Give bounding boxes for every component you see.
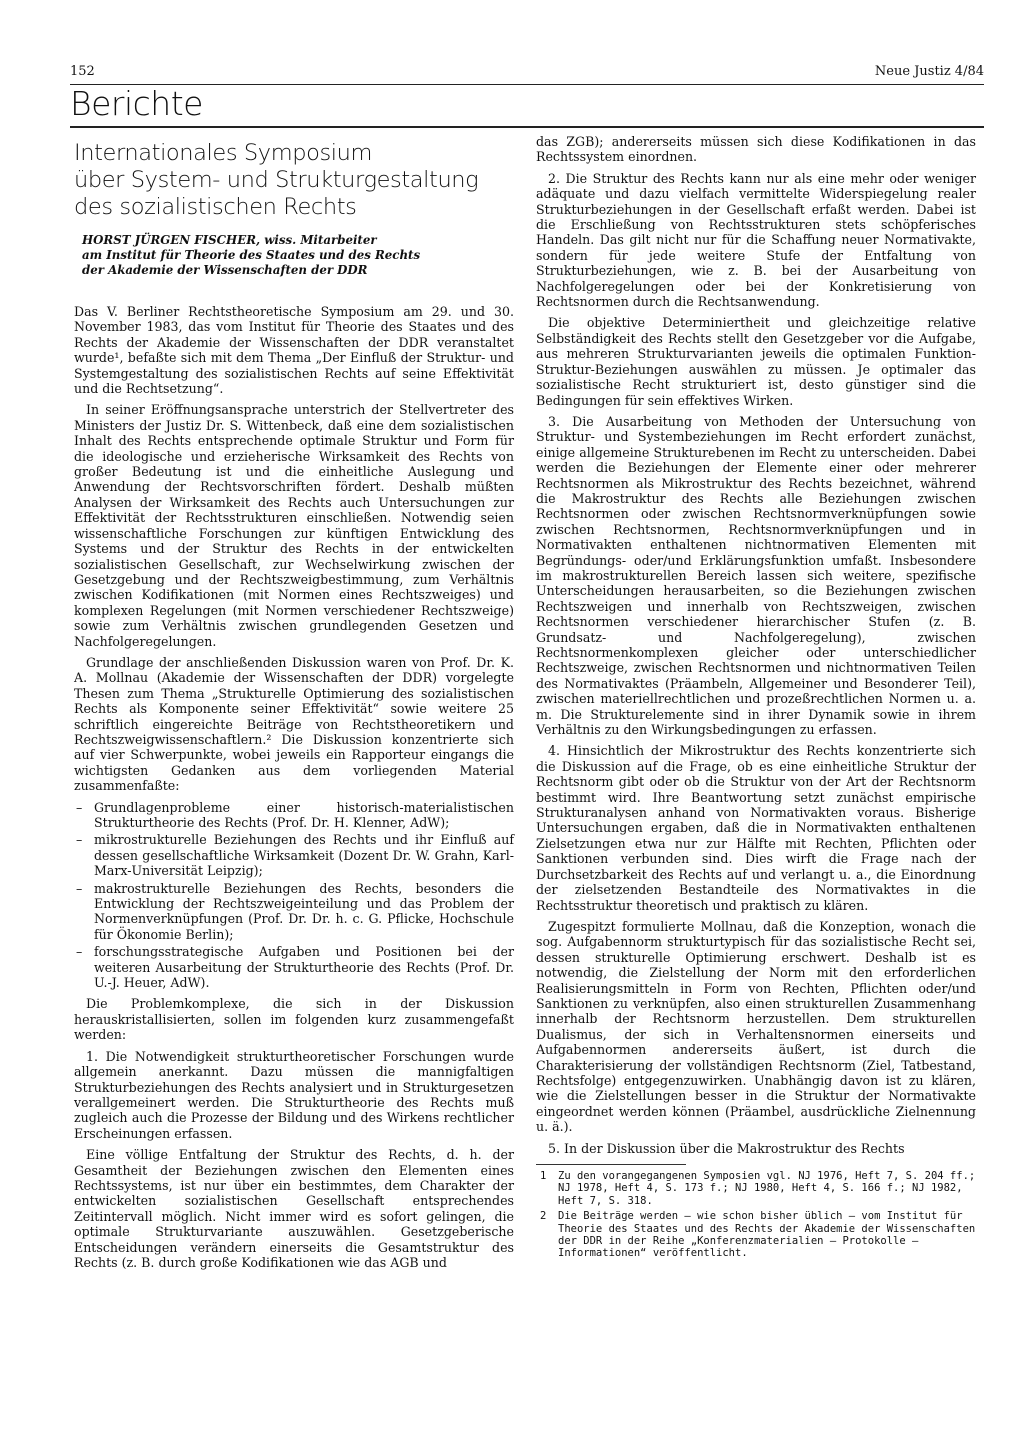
page-header <box>70 58 984 85</box>
paragraph: 5. In der Diskussion über die Makrostruktur des Rechts <box>548 1140 905 1156</box>
journal-issue: Neue Justiz 4/84 <box>874 64 984 79</box>
byline <box>82 233 514 278</box>
footnote <box>536 1170 976 1207</box>
topic-list <box>74 800 514 991</box>
paragraph: das ZGB); andererseits müssen sich diese Kodifikationen in das Rechtssystem einordnen. <box>536 134 976 165</box>
byline-line: der Akademie der Wissenschaften der DDR <box>82 263 368 277</box>
title-line: über System- und Strukturgestaltung <box>74 167 479 193</box>
footnote-text: Die Beiträge werden – wie schon bisher üblich – vom Institut für Theorie des Staates und des Rechts der Akademie der Wissenschaften der DDR in der Reihe „Konferenzmaterialien – Protokolle – Informationen“ veröffentlicht. <box>558 1210 976 1260</box>
right-column <box>536 134 976 1263</box>
paragraph: Grundlage der anschließenden Diskussion waren von Prof. Dr. K. A. Mollnau (Akademie der Wissenschaften der DDR) vorgelegte Thesen zum Thema „Strukturelle Optimierung des sozialistischen Rechts als Komponente seiner Effektivität“ sowie weitere 25 schriftlich eingereichte Beiträge von Rechtstheoretikern und Rechtszweigwissenschaftlern.² Die Diskussion konzentrierte sich auf vier Schwerpunkte, wobei jeweils ein Rapporteur eingangs die wichtigsten Gedanken aus dem vorliegenden Material zusammenfaßte: <box>74 654 514 794</box>
footnote-text: Zu den vorangegangenen Symposien vgl. NJ 1976, Heft 7, S. 204 ff.; NJ 1978, Heft 4, S. 173 f.; NJ 1980, Heft 4, S. 166 f.; NJ 1982, Heft 7, S. 318. <box>558 1170 976 1207</box>
paragraph: Zugespitzt formulierte Mollnau, daß die Konzeption, wonach die sog. Aufgabennorm strukturtypisch für das sozialistische Recht sei, dessen strukturelle Optimierung erschwert. Deshalb ist es notwendig, die Zielstellung der Norm mit den erforderlichen Realisierungsmitteln in Form von Rechten, Pflichten oder/und Sanktionen zu verknüpfen, also einen strukturellen Zusammenhang innerhalb der Rechtsnorm herzustellen. Dem strukturellen Dualismus, der sich in Verhaltensnormen einerseits und Aufgabennormen andererseits äußert, ist durch die Charakterisierung der vollständigen Rechtsnorm (Ziel, Tatbestand, Rechtsfolge) entgegenzuwirken. Unabhängig davon ist zu klären, wie die Zielstellungen besser in die Struktur der Normativakte eingeordnet werden können (Präambel, ausdrückliche Zielnennung u. ä.). <box>536 918 976 1135</box>
footnote-number: 1 <box>540 1170 547 1182</box>
footnotes <box>536 1170 976 1260</box>
byline-line: HORST JÜRGEN FISCHER, wiss. Mitarbeiter <box>82 233 377 247</box>
paragraph: Eine völlige Entfaltung der Struktur des Rechts, d. h. der Gesamtheit der Beziehungen zwischen den Elementen eines Rechtssystems, ist nur über ein bestimmtes, dem Charakter der entwickelten sozialistischen Gesellschaft entsprechendes Zeitintervall möglich. Nicht immer wird es sofort gelingen, die optimale Strukturvariante auszuwählen. Gesetzgeberische Entscheidungen verändern einerseits die Gesamtstruktur des Rechts (z. B. durch große Kodifikationen wie das AGB und <box>74 1147 514 1270</box>
list-item: – mikrostrukturelle Beziehungen des Rechts und ihr Einfluß auf dessen gesellschaftliche Wirksamkeit (Dozent Dr. W. Grahn, Karl-Marx-Universität Leipzig); <box>74 832 514 878</box>
section-rule <box>70 126 984 128</box>
section-title: Berichte <box>70 84 203 123</box>
paragraph: Die objektive Determiniertheit und gleichzeitige relative Selbständigkeit des Rechts stellt den Gesetzgeber vor die Aufgabe, aus mehreren Strukturvarianten jeweils die optimalen Funktion-Struktur-Beziehungen auswählen zu müssen. Je optimaler das sozialistische Recht strukturiert ist, desto günstiger sind die Bedingungen für sein effektives Wirken. <box>536 315 976 408</box>
footnote-number: 2 <box>540 1210 547 1223</box>
paragraph: Die Problemkomplexe, die sich in der Diskussion herauskristallisierten, sollen im folgenden kurz zusammengefaßt werden: <box>74 996 514 1043</box>
paragraph: 4. Hinsichtlich der Mikrostruktur des Rechts konzentrierte sich die Diskussion auf die Frage, ob es eine einheitliche Struktur der Rechtsnorm gibt oder ob die Struktur von der Art der Rechtsnorm bestimmt wird. Ihre Beantwortung setzt zunächst empirische Strukturanalysen anhand von Normativakten voraus. Bisherige Untersuchungen ergaben, daß die in Normativakten enthaltenen Zielsetzungen etwa nur zur Hälfte mit Rechten, Pflichten oder Sanktionen verbunden sind. Dies wirft die Frage nach der Durchsetzbarkeit des Rechts auf und verlangt u. a., die Einordnung der zielsetzenden Bestandteile des Normativaktes in die Rechtsstruktur theoretisch und praktisch zu klären. <box>536 743 976 913</box>
paragraph: 2. Die Struktur des Rechts kann nur als eine mehr oder weniger adäquate und dazu vielfach vermittelte Widerspiegelung realer Strukturbeziehungen in der Gesellschaft erfaßt werden. Dabei ist die Erschließung von Rechtsstrukturen stets schöpferisches Handeln. Das gilt nicht nur für die Schaffung neuer Normativakte, sondern für jede weitere Stufe der Entfaltung von Strukturbeziehungen, wie z. B. bei der Ausarbeitung von Nachfolgeregelungen oder bei der Konkretisierung von Rechtsnormen durch die Rechtsanwendung. <box>536 170 976 310</box>
title-line: des sozialistischen Rechts <box>74 194 357 220</box>
byline-line: am Institut für Theorie des Staates und des Rechts <box>82 248 421 262</box>
left-column <box>74 138 514 1276</box>
article-title <box>74 140 514 221</box>
list-item: – forschungsstrategische Aufgaben und Positionen bei der weiteren Ausarbeitung der Strukturtheorie des Rechts (Prof. Dr. U.-J. Heuer, AdW). <box>74 944 514 990</box>
paragraph: 3. Die Ausarbeitung von Methoden der Untersuchung von Struktur- und Systembeziehungen im Recht erfordert zunächst, einige allgemeine Strukturebenen im Recht zu unterscheiden. Dabei werden die Beziehungen der Elemente einer oder mehrerer Rechtsnormen als Mikrostruktur des Rechts bezeichnet, während die Makrostruktur des Rechts alle Beziehungen zwischen Rechtsnormen oder zwischen Rechtsnormverknüpfungen sowie zwischen Rechtsnormen, Rechtsnormverknüpfungen und in Normativakten enthaltenen nichtnormativen Elementen mit Begründungs- oder/und Erklärungsfunktion umfaßt. Insbesondere im makrostrukturellen Bereich lassen sich weitere, spezifische Unterscheidungen herausarbeiten, so die Beziehungen zwischen Rechtszweigen und innerhalb von Rechtszweigen, zwischen Rechtsnormen verschiedener hierarchischer Stufen (z. B. Grundsatz- und Nachfolgeregelung), zwischen Rechtsnormenkomplexen gleicher oder unterschiedlicher Rechtszweige, zwischen Rechtsnormen und nichtnormativen Teilen des Normativaktes (Präambeln, Allgemeiner und Besonderer Teil), zwischen materiellrechtlichen und prozeßrechtlichen Normen u. a. m. Die Strukturelemente sind in ihrer Dynamik sowie in ihrem Verhältnis zu den Wirkungsbedingungen zu erfassen. <box>536 413 976 738</box>
page-number: 152 <box>70 64 95 79</box>
list-item: – Grundlagenprobleme einer historisch-materialistischen Strukturtheorie des Rechts (Prof. Dr. H. Klenner, AdW); <box>74 800 514 831</box>
title-line: Internationales Symposium <box>74 140 373 166</box>
list-item: – makrostrukturelle Beziehungen des Rechts, besonders die Entwicklung der Rechtszweigeinteilung und das Problem der Normenverknüpfungen (Prof. Dr. Dr. h. c. G. Pflicke, Hochschule für Ökonomie Berlin); <box>74 881 514 943</box>
paragraph: In seiner Eröffnungsansprache unterstrich der Stellvertreter des Ministers der Justiz Dr. S. Wittenbeck, daß eine dem sozialistischen Inhalt des Rechts entsprechende optimale Struktur und Form für die ideologische und erzieherische Wirksamkeit des Rechts von großer Bedeutung ist und die einheitliche Auslegung und Anwendung der Rechtsvorschriften fördert. Deshalb müßten Analysen der Wirksamkeit des Rechts auch Untersuchungen zur Effektivität der Rechtsstrukturen einschließen. Notwendig seien wissenschaftliche Forschungen zur künftigen Entwicklung des Systems und der Struktur des Rechts in der entwickelten sozialistischen Gesellschaft, zur Wechselwirkung zwischen der Gesetzgebung und der Rechtszweigbestimmung, zum Verhältnis zwischen Kodifikationen (mit Normen eines Rechtszweiges) und komplexen Regelungen (mit Normen verschiedener Rechtszweige) sowie zum Verhältnis zwischen grundlegenden Gesetzen und Nachfolgeregelungen. <box>74 402 514 649</box>
footnote <box>536 1210 976 1260</box>
paragraph: 1. Die Notwendigkeit strukturtheoretischer Forschungen wurde allgemein anerkannt. Dazu müssen die mannigfaltigen Strukturbeziehungen des Rechts analysiert und in Strukturgesetzen verallgemeinert werden. Die Strukturtheorie des Rechts muß zugleich auch die Prozesse der Bildung und des Wirkens rechtlicher Erscheinungen erfassen. <box>74 1048 514 1141</box>
paragraph: Das V. Berliner Rechtstheoretische Symposium am 29. und 30. November 1983, das vom Institut für Theorie des Staates und des Rechts der Akademie der Wissenschaften der DDR veranstaltet wurde¹, befaßte sich mit dem Thema „Der Einfluß der Struktur- und Systemgestaltung des sozialistischen Rechts auf seine Effektivität und die Rechtsetzung“. <box>74 304 514 397</box>
